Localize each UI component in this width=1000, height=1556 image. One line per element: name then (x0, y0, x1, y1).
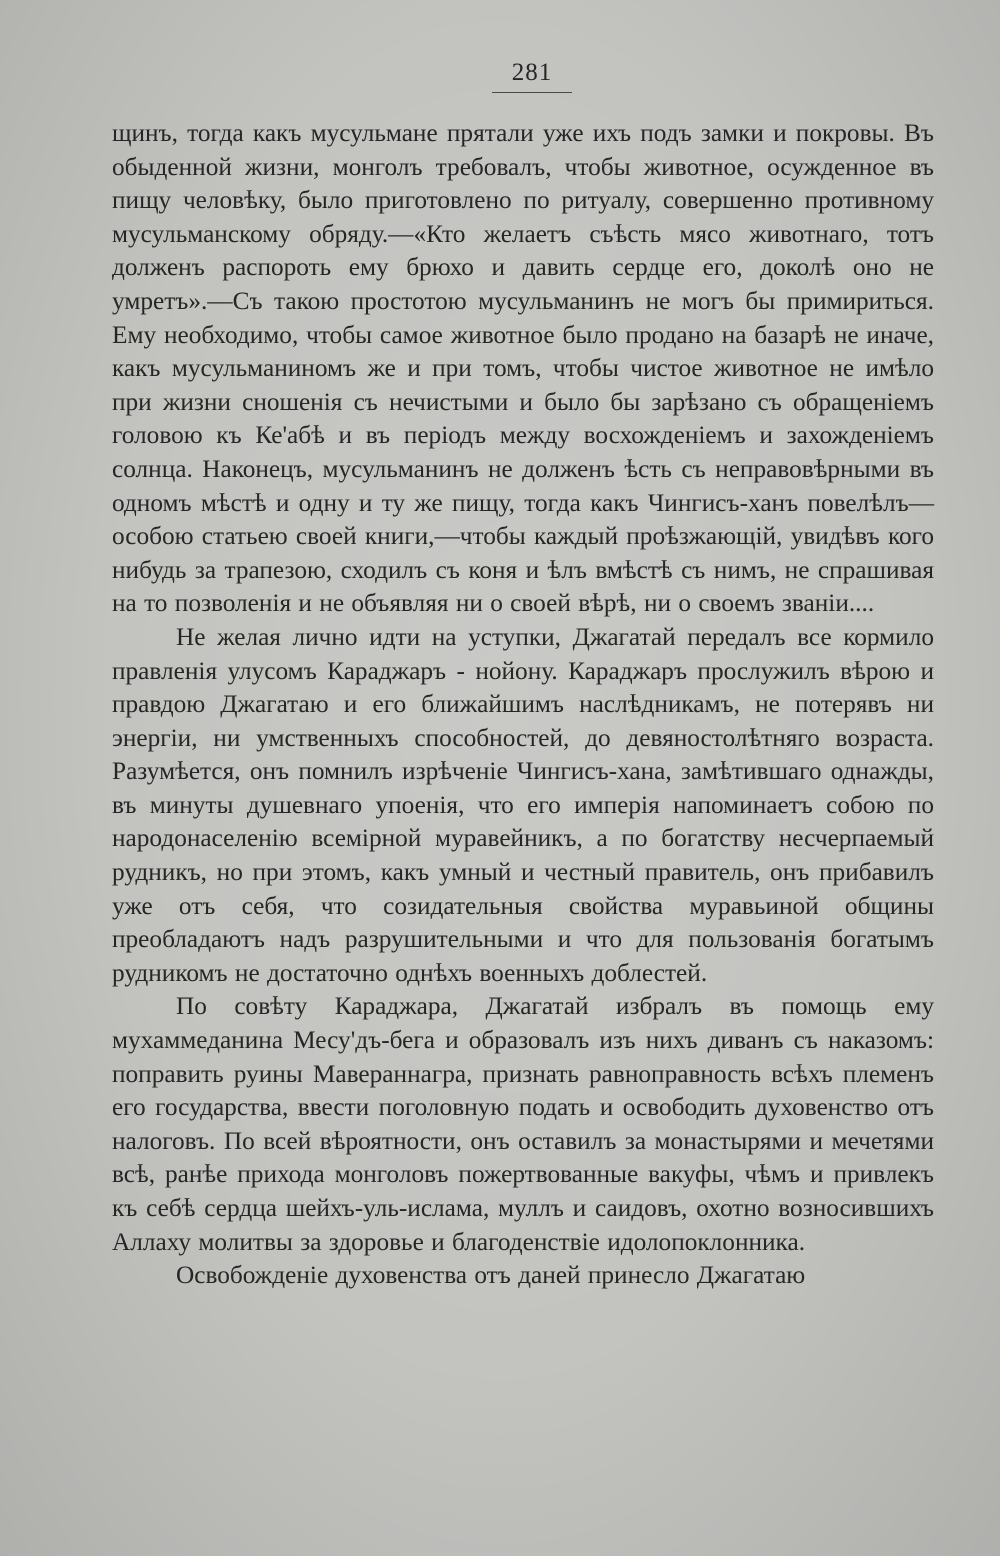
paragraph-1: щинъ, тогда какъ мусульмане прятали уже ихъ подъ замки и покровы. Въ обыденной жизни, монголъ требовалъ, чтобы животное, осужденное въ пищу человѣку, было приготовлено по ритуалу, совершенно противному мусульманскому обряду.—«Кто желаетъ съѣсть мясо животнаго, тотъ долженъ распороть ему брюхо и давить сердце его, доколѣ оно не умретъ».—Съ такою простотою мусульманинъ не могъ бы примириться. Ему необходимо, чтобы самое животное было продано на базарѣ не иначе, какъ мусульманиномъ же и при томъ, чтобы чистое животное не имѣло при жизни сношенія съ нечистыми и было бы зарѣзано съ обращеніемъ головою къ Ке'абѣ и въ періодъ между восхожденіемъ и захожденіемъ солнца. Наконецъ, мусульманинъ не долженъ ѣсть съ неправовѣрными въ одномъ мѣстѣ и одну и ту же пищу, тогда какъ Чингисъ-ханъ повелѣлъ—особою статьею своей книги,—чтобы каждый проѣзжающій, увидѣвъ кого нибудь за трапезою, сходилъ съ коня и ѣлъ вмѣстѣ съ нимъ, не спрашивая на то позволенія и не объявляя ни о своей вѣрѣ, ни о своемъ званіи.... (112, 119, 934, 618)
page-number: 281 (492, 58, 572, 93)
paragraph-2: Не желая лично идти на уступки, Джагатай передалъ все кормило правленія улусомъ Караджаръ - нойону. Караджаръ прослужилъ вѣрою и правдою Джагатаю и его ближайшимъ наслѣдникамъ, не потерявъ ни энергіи, ни умственныхъ способностей, до девяностолѣтняго возраста. Разумѣется, онъ помнилъ изрѣченіе Чингисъ-хана, замѣтившаго однажды, въ минуты душевнаго упоенія, что его имперія напоминаетъ собою по народонаселенію всемірной муравейникъ, а по богатству несчерпаемый рудникъ, но при этомъ, какъ умный и честный правитель, онъ прибавилъ уже отъ себя, что созидательныя свойства муравьиной общины преобладаютъ надъ разрушительными и что для пользованія богатымъ рудникомъ не достаточно однѣхъ военныхъ доблестей. (112, 622, 934, 987)
paragraph-3: По совѣту Караджара, Джагатай избралъ въ помощь ему мухаммеданина Месу'дъ-бега и образовалъ изъ нихъ диванъ съ наказомъ: поправить руины Мавераннагра, признать равноправность всѣхъ племенъ его государства, ввести поголовную подать и освободить духовенство отъ налоговъ. По всей вѣроятности, онъ оставилъ за монастырями и мечетями всѣ, ранѣе прихода монголовъ пожертвованные вакуфы, чѣмъ и привлекъ къ себѣ сердца шейхъ-уль-ислама, муллъ и саидовъ, охотно возносившихъ Аллаху молитвы за здоровье и благоденствіе идолопоклонника. (112, 992, 934, 1256)
page-body-text (112, 117, 934, 1293)
paragraph-4: Освобожденіе духовенства отъ даней принесло Джагатаю (176, 1261, 806, 1290)
